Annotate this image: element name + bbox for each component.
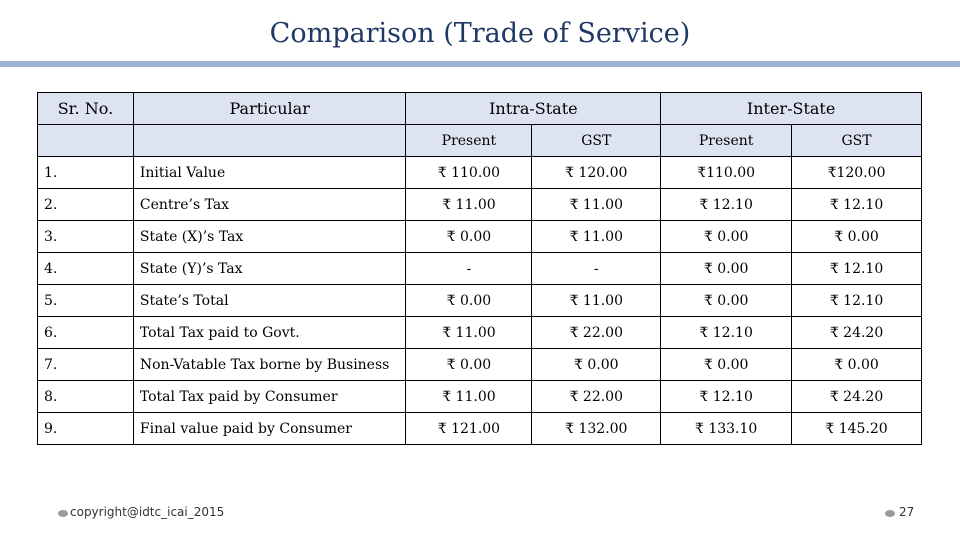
subheader-intra-present: Present — [406, 125, 532, 157]
row-inter-present: ₹ 12.10 — [661, 381, 792, 413]
page-number-bullet-icon — [885, 510, 895, 517]
header-intra-state: Intra-State — [406, 93, 661, 125]
header-inter-state: Inter-State — [661, 93, 922, 125]
table-header-row — [38, 93, 922, 125]
row-sr-no: 5. — [38, 285, 134, 317]
footer-bullet-icon — [58, 510, 68, 517]
title-underline — [0, 61, 960, 67]
row-inter-gst: ₹ 24.20 — [792, 381, 922, 413]
row-intra-gst: ₹ 120.00 — [532, 157, 661, 189]
row-particular: Final value paid by Consumer — [133, 413, 406, 445]
header-sr-no: Sr. No. — [38, 93, 134, 125]
page-number: 27 — [899, 505, 915, 519]
header-particular: Particular — [133, 93, 406, 125]
subheader-empty — [38, 125, 134, 157]
row-intra-present: ₹ 121.00 — [406, 413, 532, 445]
row-intra-present: ₹ 11.00 — [406, 189, 532, 221]
row-inter-gst: ₹ 0.00 — [792, 349, 922, 381]
row-intra-gst: ₹ 22.00 — [532, 381, 661, 413]
row-sr-no: 7. — [38, 349, 134, 381]
subheader-inter-present: Present — [661, 125, 792, 157]
row-intra-present: - — [406, 253, 532, 285]
row-particular: Non-Vatable Tax borne by Business — [133, 349, 406, 381]
table-row — [38, 285, 922, 317]
table-row — [38, 317, 922, 349]
row-particular: Initial Value — [133, 157, 406, 189]
row-particular: State (Y)’s Tax — [133, 253, 406, 285]
table-row — [38, 253, 922, 285]
row-inter-gst: ₹ 145.20 — [792, 413, 922, 445]
row-sr-no: 2. — [38, 189, 134, 221]
row-intra-gst: ₹ 22.00 — [532, 317, 661, 349]
row-sr-no: 6. — [38, 317, 134, 349]
row-intra-gst: ₹ 11.00 — [532, 221, 661, 253]
row-inter-present: ₹110.00 — [661, 157, 792, 189]
subheader-inter-gst: GST — [792, 125, 922, 157]
row-intra-present: ₹ 110.00 — [406, 157, 532, 189]
table-row — [38, 221, 922, 253]
row-inter-present: ₹ 0.00 — [661, 221, 792, 253]
row-intra-gst: - — [532, 253, 661, 285]
table-row — [38, 157, 922, 189]
subheader-intra-gst: GST — [532, 125, 661, 157]
row-intra-gst: ₹ 132.00 — [532, 413, 661, 445]
row-intra-present: ₹ 0.00 — [406, 221, 532, 253]
row-inter-present: ₹ 0.00 — [661, 253, 792, 285]
table-row — [38, 413, 922, 445]
row-inter-gst: ₹ 12.10 — [792, 253, 922, 285]
table-body — [38, 157, 922, 445]
row-inter-present: ₹ 0.00 — [661, 285, 792, 317]
row-sr-no: 1. — [38, 157, 134, 189]
table-row — [38, 349, 922, 381]
row-inter-gst: ₹ 12.10 — [792, 285, 922, 317]
row-inter-gst: ₹ 24.20 — [792, 317, 922, 349]
row-inter-present: ₹ 133.10 — [661, 413, 792, 445]
row-particular: State’s Total — [133, 285, 406, 317]
subheader-empty — [133, 125, 406, 157]
footer-copyright: copyright@idtc_icai_2015 — [70, 505, 225, 519]
row-intra-present: ₹ 11.00 — [406, 317, 532, 349]
row-intra-present: ₹ 11.00 — [406, 381, 532, 413]
table-row — [38, 189, 922, 221]
row-intra-present: ₹ 0.00 — [406, 285, 532, 317]
row-intra-gst: ₹ 0.00 — [532, 349, 661, 381]
row-intra-present: ₹ 0.00 — [406, 349, 532, 381]
row-particular: Total Tax paid by Consumer — [133, 381, 406, 413]
row-inter-present: ₹ 12.10 — [661, 189, 792, 221]
row-intra-gst: ₹ 11.00 — [532, 189, 661, 221]
row-sr-no: 3. — [38, 221, 134, 253]
row-inter-gst: ₹ 0.00 — [792, 221, 922, 253]
row-inter-gst: ₹120.00 — [792, 157, 922, 189]
table-row — [38, 381, 922, 413]
row-sr-no: 4. — [38, 253, 134, 285]
row-inter-gst: ₹ 12.10 — [792, 189, 922, 221]
table-subheader-row — [38, 125, 922, 157]
row-sr-no: 8. — [38, 381, 134, 413]
comparison-table — [37, 92, 922, 445]
slide-title: Comparison (Trade of Service) — [269, 18, 691, 49]
row-sr-no: 9. — [38, 413, 134, 445]
row-particular: Centre’s Tax — [133, 189, 406, 221]
row-inter-present: ₹ 12.10 — [661, 317, 792, 349]
row-inter-present: ₹ 0.00 — [661, 349, 792, 381]
row-particular: State (X)’s Tax — [133, 221, 406, 253]
row-intra-gst: ₹ 11.00 — [532, 285, 661, 317]
row-particular: Total Tax paid to Govt. — [133, 317, 406, 349]
